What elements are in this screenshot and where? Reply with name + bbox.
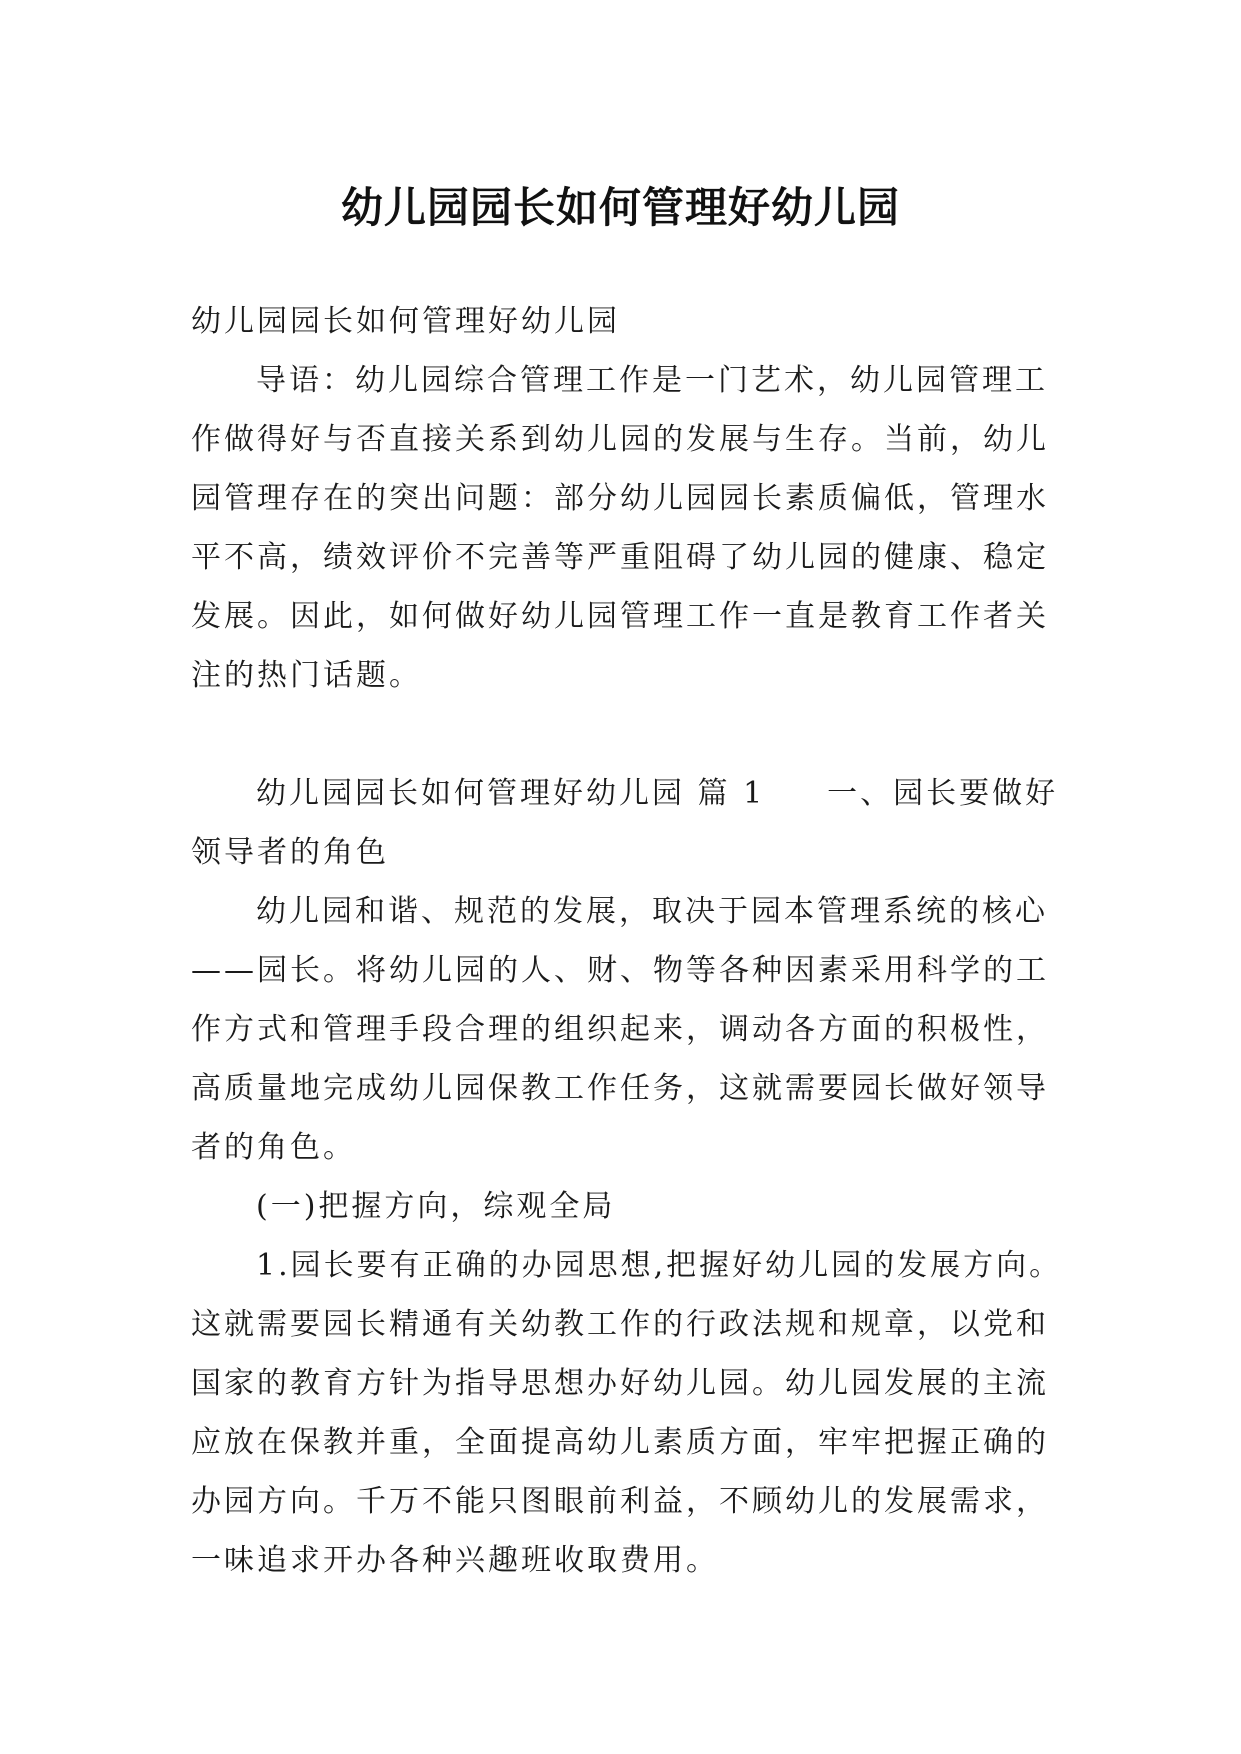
leader-paragraph: [191, 882, 1071, 1177]
intro-line: 注的热门话题。: [191, 658, 422, 693]
point1-line: 国家的教育方针为指导思想办好幼儿园。幼儿园发展的主流: [191, 1366, 1049, 1401]
subheading-paragraph: [191, 1177, 1071, 1236]
intro-paragraph: [191, 351, 1071, 705]
section-title: 一、园长要做好: [827, 776, 1059, 811]
intro-line: 园管理存在的突出问题：部分幼儿园园长素质偏低，管理水: [191, 481, 1049, 516]
document-title: 幼儿园园长如何管理好幼儿园: [340, 183, 900, 233]
point1-line: 1.园长要有正确的办园思想,把握好幼儿园的发展方向。: [256, 1248, 1063, 1283]
subheading-line: (一)把握方向，综观全局: [256, 1189, 616, 1224]
intro-line: 导语：幼儿园综合管理工作是一门艺术，幼儿园管理工: [256, 363, 1048, 398]
leader-line: 者的角色。: [191, 1130, 356, 1165]
intro-line: 平不高，绩效评价不完善等严重阻碍了幼儿园的健康、稳定: [191, 540, 1049, 575]
leader-line: ——园长。将幼儿园的人、财、物等各种因素采用科学的工: [191, 953, 1049, 988]
point1-line: 一味追求开办各种兴趣班收取费用。: [191, 1543, 719, 1578]
point1-line: 办园方向。千万不能只图眼前利益，不顾幼儿的发展需求，: [191, 1484, 1049, 1519]
leader-line: 高质量地完成幼儿园保教工作任务，这就需要园长做好领导: [191, 1071, 1049, 1106]
leader-line: 幼儿园和谐、规范的发展，取决于园本管理系统的核心: [256, 894, 1048, 929]
subtitle-line: 幼儿园园长如何管理好幼儿园: [191, 304, 620, 339]
point1-line: 这就需要园长精通有关幼教工作的行政法规和规章，以党和: [191, 1307, 1049, 1342]
section-heading-line: [191, 764, 1071, 823]
section-title-continued: 领导者的角色: [191, 835, 389, 870]
paragraph-spacer: [191, 705, 1071, 764]
part-title: 幼儿园园长如何管理好幼儿园 篇 1: [256, 776, 766, 811]
intro-line: 作做得好与否直接关系到幼儿园的发展与生存。当前，幼儿: [191, 422, 1049, 457]
intro-line: 发展。因此，如何做好幼儿园管理工作一直是教育工作者关: [191, 599, 1049, 634]
subtitle-paragraph: [191, 292, 1071, 351]
point1-line: 应放在保教并重，全面提高幼儿素质方面，牢牢把握正确的: [191, 1425, 1049, 1460]
leader-line: 作方式和管理手段合理的组织起来，调动各方面的积极性，: [191, 1012, 1049, 1047]
section-heading-paragraph: [191, 764, 1071, 882]
document-body: [191, 292, 1071, 1590]
point1-paragraph: [191, 1236, 1071, 1590]
